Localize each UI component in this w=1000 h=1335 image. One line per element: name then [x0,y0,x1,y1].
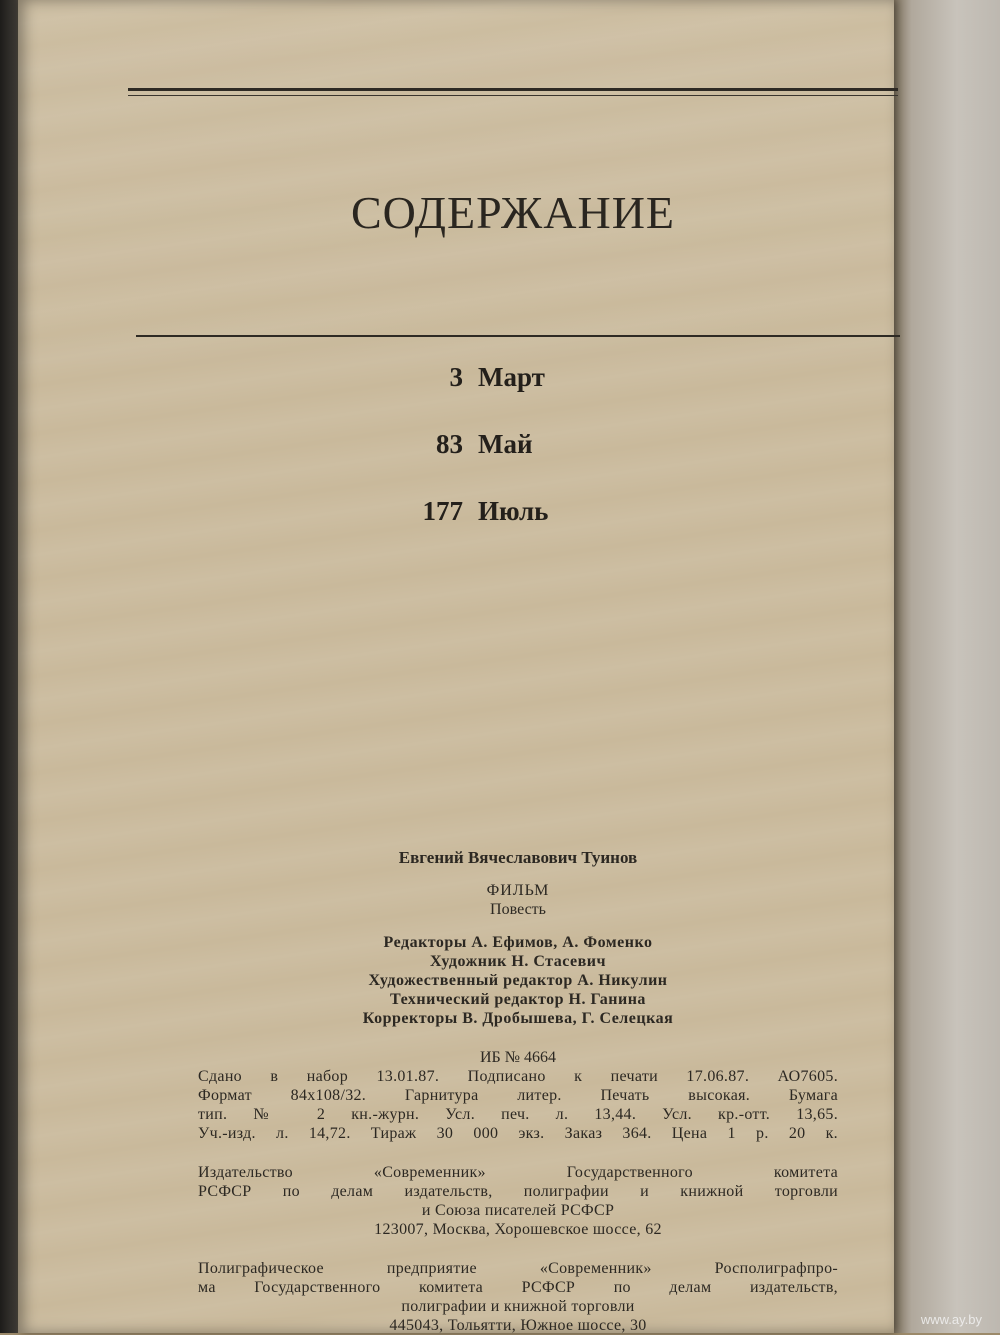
toc-entry [318,496,638,563]
toc-title: Июль [478,496,549,526]
credit-line: Корректоры В. Дробышева, Г. Селецкая [362,1010,674,1027]
publisher-info [198,1163,838,1239]
work-genre: Повесть [490,901,546,918]
heading-rule [136,335,900,337]
printer-line: полиграфии и книжной торговли [401,1298,635,1315]
toc-title: Март [478,362,545,392]
credit-line: Технический редактор Н. Ганина [390,991,646,1008]
toc-title: Май [478,429,533,459]
toc-entry [318,429,638,496]
publisher-address: 123007, Москва, Хорошевское шоссе, 62 [374,1221,662,1238]
toc-page-number: 177 [422,496,463,526]
printer-address: 445043, Тольятти, Южное шоссе, 30 [389,1317,647,1334]
credit-line: Художественный редактор А. Никулин [368,972,668,989]
site-watermark: www.ay.by [920,1312,982,1327]
table-of-contents [318,362,638,563]
publisher-line: и Союза писателей РСФСР [421,1202,615,1219]
print-detail-line: Уч.-изд. л. 14,72. Тираж 30 000 экз. Заказ 364. Цена 1 р. 20 к. [198,1125,838,1142]
toc-entry [318,362,638,429]
credit-line: Художник Н. Стасевич [429,953,606,970]
print-detail-line: Формат 84х108/32. Гарнитура литер. Печать высокая. Бумага [198,1087,838,1104]
author-name: Евгений Вячеславович Туинов [398,848,638,867]
contents-heading: СОДЕРЖАНИЕ [350,187,676,238]
credits-list [198,933,838,1028]
printer-line: Полиграфическое предприятие «Современник» Росполиграфпро- [198,1260,838,1277]
work-title: ФИЛЬМ [486,882,550,899]
print-detail-line: Сдано в набор 13.01.87. Подписано к печати 17.06.87. АО7605. [198,1068,838,1085]
toc-page-number: 83 [436,429,463,459]
top-rule [128,88,898,91]
credit-line: Редакторы А. Ефимов, А. Фоменко [383,934,653,951]
adjacent-page-edge [892,0,1000,1333]
ib-number: ИБ № 4664 [479,1049,556,1066]
print-details [198,1067,838,1143]
book-page [18,0,894,1333]
colophon [198,848,838,1335]
publisher-line: Издательство «Современник» Государственного комитета [198,1164,838,1181]
publisher-line: РСФСР по делам издательств, полиграфии и книжной торговли [198,1183,838,1200]
print-detail-line: тип. № 2 кн.-журн. Усл. печ. л. 13,44. Усл. кр.-отт. 13,65. [198,1106,838,1123]
toc-page-number: 3 [449,362,463,392]
printer-info [198,1259,838,1335]
printer-line: ма Государственного комитета РСФСР по делам издательств, [198,1279,838,1296]
